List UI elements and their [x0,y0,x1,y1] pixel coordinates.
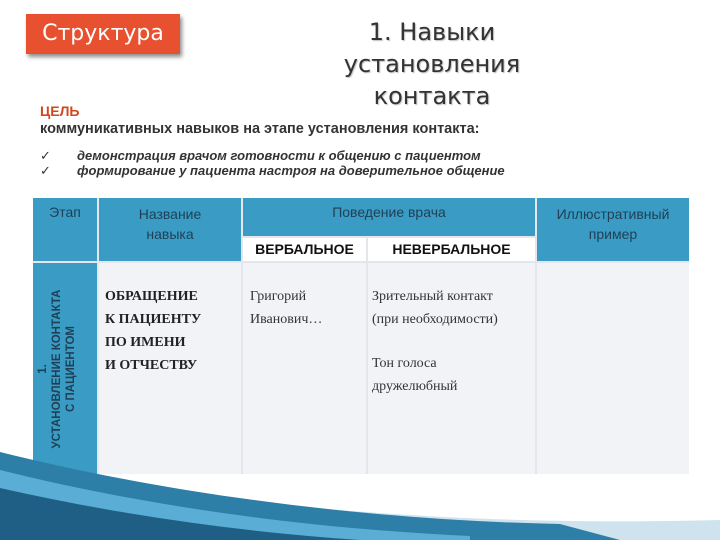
goal-label: ЦЕЛЬ [40,103,80,119]
header-skill-line-1: Название [138,206,202,222]
skill-line: ОБРАЩЕНИЕ [105,289,198,304]
verbal-line: Григорий [250,289,307,304]
goal-bullet-text: формирование у пациента настроя на доверительное общение [77,163,505,178]
title-line-1: 1. Навыки [368,18,496,46]
header-stage: Этап [33,198,97,261]
nonverbal-line: Тон голоса [372,356,437,371]
header-nonverbal: НЕВЕРБАЛЬНОЕ [368,238,535,261]
stage-name-line-1: УСТАНОВЛЕНИЕ КОНТАКТА [51,289,63,449]
header-example-line-2: пример [588,226,638,242]
checkmark-icon: ✓ [40,148,51,163]
structure-badge: Структура [26,14,180,54]
header-verbal: ВЕРБАЛЬНОЕ [243,238,366,261]
skill-line: К ПАЦИЕНТУ [105,312,202,327]
nonverbal-line: дружелюбный [372,379,458,394]
stage-number: 1. [37,364,49,374]
header-example-line-1: Иллюстративный [556,206,670,222]
stage-name-line-2: С ПАЦИЕНТОМ [65,326,77,412]
nonverbal-line: Зрительный контакт [372,289,493,304]
goal-bullet-text: демонстрация врачом готовности к общению с пациентом [77,148,481,163]
verbal-line: Иванович… [250,312,323,327]
goal-text: коммуникативных навыков на этапе установления контакта: [40,121,480,137]
header-doctor-behavior: Поведение врача [243,198,535,236]
nonverbal-line: (при необходимости) [372,312,498,327]
checkmark-icon: ✓ [40,163,51,178]
skill-line: И ОТЧЕСТВУ [105,358,198,373]
skill-line: ПО ИМЕНИ [105,335,186,350]
header-skill-line-2: навыка [146,226,194,242]
title-line-2: установления контакта [343,50,521,110]
